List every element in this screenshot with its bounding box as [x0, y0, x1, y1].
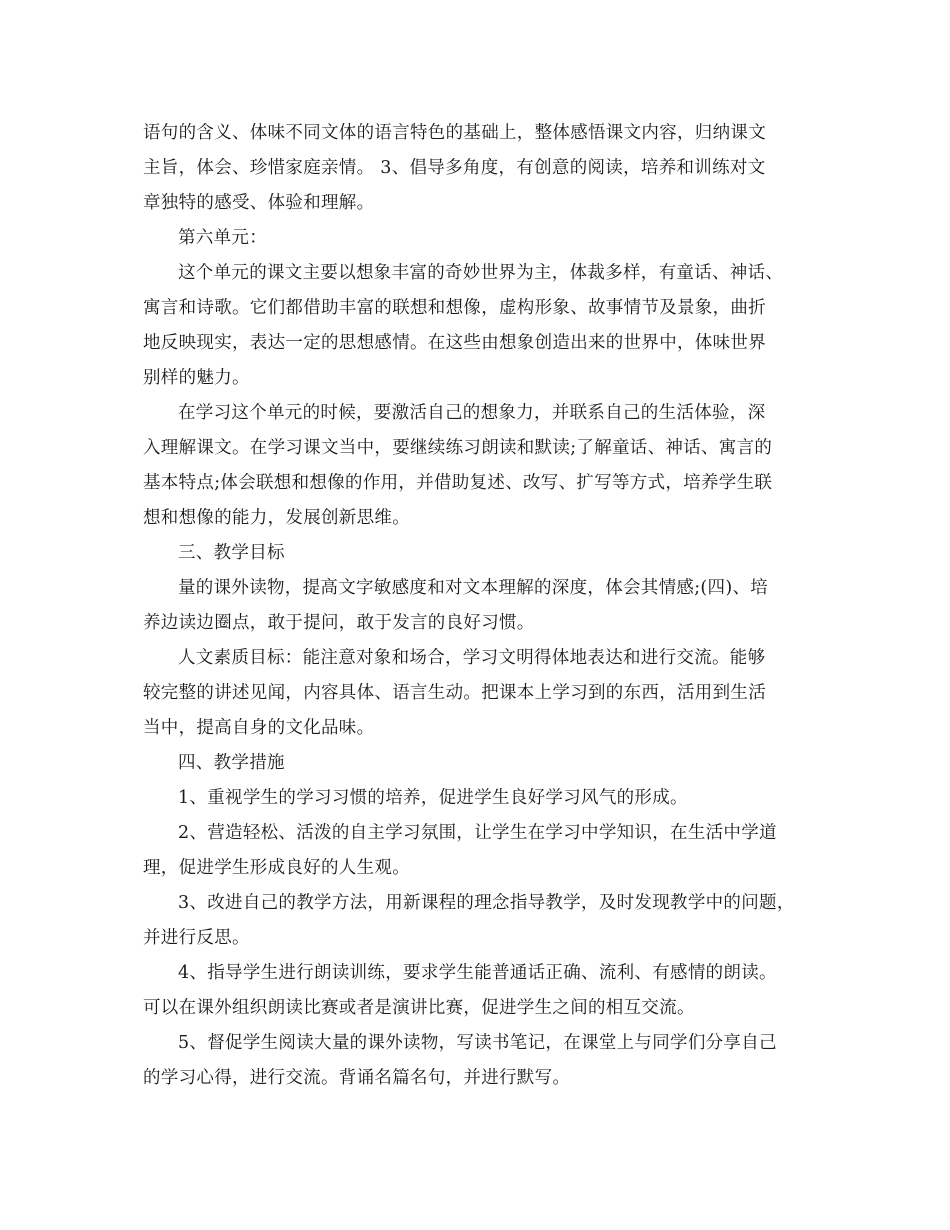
- text-line: 基本特点;体会联想和想像的作用，并借助复述、改写、扩写等方式，培养学生联: [143, 473, 773, 493]
- text-line: 章独特的感受、体验和理解。: [143, 193, 375, 213]
- text-line: 当中，提高自身的文化品味。: [143, 718, 375, 738]
- list-item: 3、改进自己的教学方法，用新课程的理念指导教学，及时发现教学中的问题，: [178, 893, 795, 913]
- text-line: 较完整的讲述见闻，内容具体、语言生动。把课本上学习到的东西，活用到生活: [143, 683, 766, 703]
- text-line: 入理解课文。在学习课文当中，要继续练习朗读和默读;了解童话、神话、寓言的: [143, 438, 773, 458]
- text-line: 并进行反思。: [143, 928, 250, 948]
- text-line: 别样的魅力。: [143, 368, 250, 388]
- text-line: 可以在课外组织朗读比赛或者是演讲比赛，促进学生之间的相互交流。: [143, 998, 695, 1018]
- list-item: 1、重视学生的学习习惯的培养，促进学生良好学习风气的形成。: [178, 788, 688, 808]
- list-item: 5、督促学生阅读大量的课外读物，写读书笔记，在课堂上与同学们分享自己: [178, 1033, 777, 1053]
- section-heading: 第六单元：: [178, 228, 267, 248]
- text-line: 主旨，体会、珍惜家庭亲情。 3、倡导多角度，有创意的阅读，培养和训练对文: [143, 158, 766, 178]
- text-line: 这个单元的课文主要以想象丰富的奇妙世界为主，体裁多样，有童话、神话、: [178, 263, 784, 283]
- list-item: 4、指导学生进行朗读训练，要求学生能普通话正确、流利、有感情的朗读。: [178, 963, 777, 983]
- text-line: 量的课外读物，提高文字敏感度和对文本理解的深度，体会其情感;(四)、培: [178, 578, 769, 598]
- section-heading: 三、教学目标: [178, 543, 285, 563]
- text-line: 想和想像的能力，发展创新思维。: [143, 508, 410, 528]
- section-heading: 四、教学措施: [178, 753, 285, 773]
- text-line: 的学习心得，进行交流。背诵名篇名句，并进行默写。: [143, 1068, 571, 1088]
- list-item: 2、营造轻松、活泼的自主学习氛围，让学生在学习中学知识，在生活中学道: [178, 823, 777, 843]
- text-line: 养边读边圈点，敢于提问，敢于发言的良好习惯。: [143, 613, 535, 633]
- text-line: 理，促进学生形成良好的人生观。: [143, 858, 410, 878]
- text-line: 在学习这个单元的时候，要激活自己的想象力，并联系自己的生活体验，深: [178, 403, 766, 423]
- text-line: 地反映现实，表达一定的思想感情。在这些由想象创造出来的世界中，体味世界: [143, 333, 766, 353]
- text-line: 人文素质目标：能注意对象和场合，学习文明得体地表达和进行交流。能够: [178, 648, 766, 668]
- text-line: 语句的含义、体味不同文体的语言特色的基础上，整体感悟课文内容，归纳课文: [143, 123, 766, 143]
- text-line: 寓言和诗歌。它们都借助丰富的联想和想像，虚构形象、故事情节及景象，曲折: [143, 298, 766, 318]
